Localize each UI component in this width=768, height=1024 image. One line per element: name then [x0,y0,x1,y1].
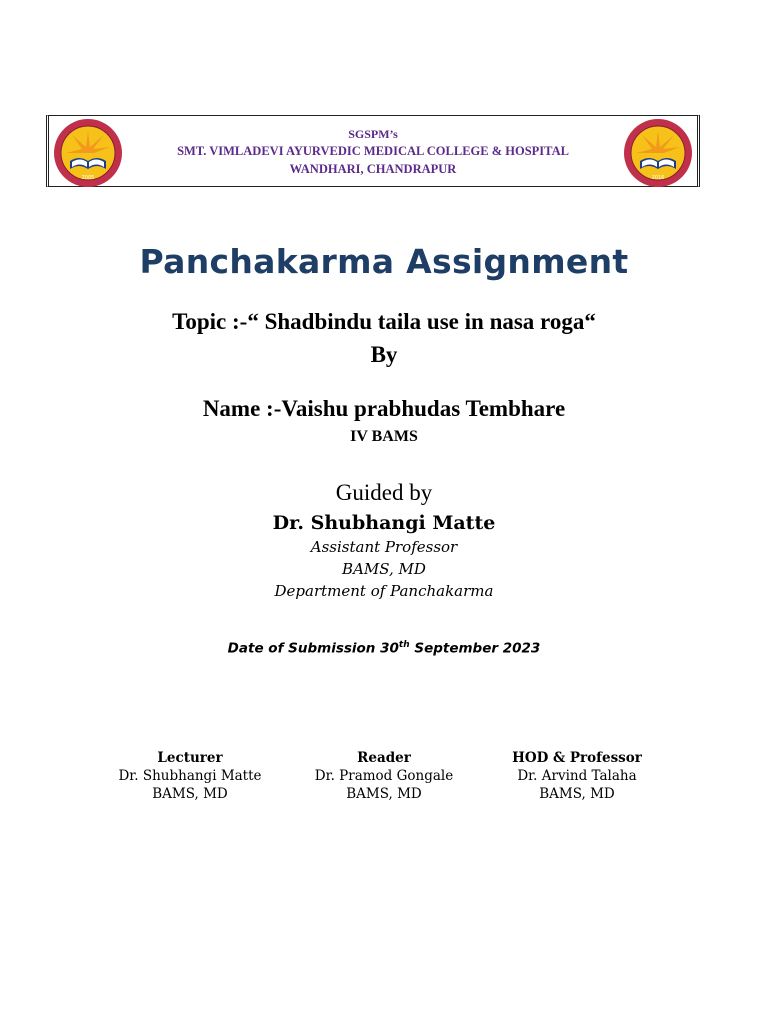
logo-right-year: 2016 [651,175,665,181]
topic-line: Topic :-“ Shadbindu taila use in nasa roga“ [172,309,596,334]
header-line1: SGSPM’s [348,127,398,141]
student-year: IV BAMS [350,428,418,445]
header-line3: WANDHARI, CHANDRAPUR [289,162,457,176]
signatory-qualification: BAMS, MD [346,786,422,802]
logo-left-year: 2005 [81,175,95,181]
document-title: Panchakarma Assignment [139,242,629,281]
submission-date [0,640,768,657]
signatory-reader [289,749,479,803]
signatory-name: Dr. Arvind Talaha [517,768,637,784]
submission-superscript: th [398,640,410,650]
by-label: By [370,342,398,367]
guide-department: Department of Panchakarma [274,582,494,600]
signatory-role: HOD & Professor [512,750,642,766]
college-logo-left [52,117,124,189]
signatory-hod [482,749,672,803]
signatory-qualification: BAMS, MD [539,786,615,802]
guide-designation: Assistant Professor [310,538,458,556]
college-logo-right [622,117,694,189]
signatory-name: Dr. Pramod Gongale [314,768,454,784]
student-name: Name :-Vaishu prabhudas Tembhare [202,396,566,421]
submission-prefix: Date of Submission 30 [227,640,399,657]
guided-by-label: Guided by [335,480,433,505]
header-text [129,126,617,178]
signatory-role: Lecturer [157,750,223,766]
guide-qualification: BAMS, MD [342,560,426,578]
college-header [46,115,700,187]
header-line2: SMT. VIMLADEVI AYURVEDIC MEDICAL COLLEGE & HOSPITAL [177,144,569,158]
signatory-name: Dr. Shubhangi Matte [118,768,262,784]
guide-name: Dr. Shubhangi Matte [272,512,496,534]
signatory-role: Reader [357,750,411,766]
signatory-qualification: BAMS, MD [152,786,228,802]
signatory-lecturer [95,749,285,803]
submission-suffix: September 2023 [409,640,541,657]
